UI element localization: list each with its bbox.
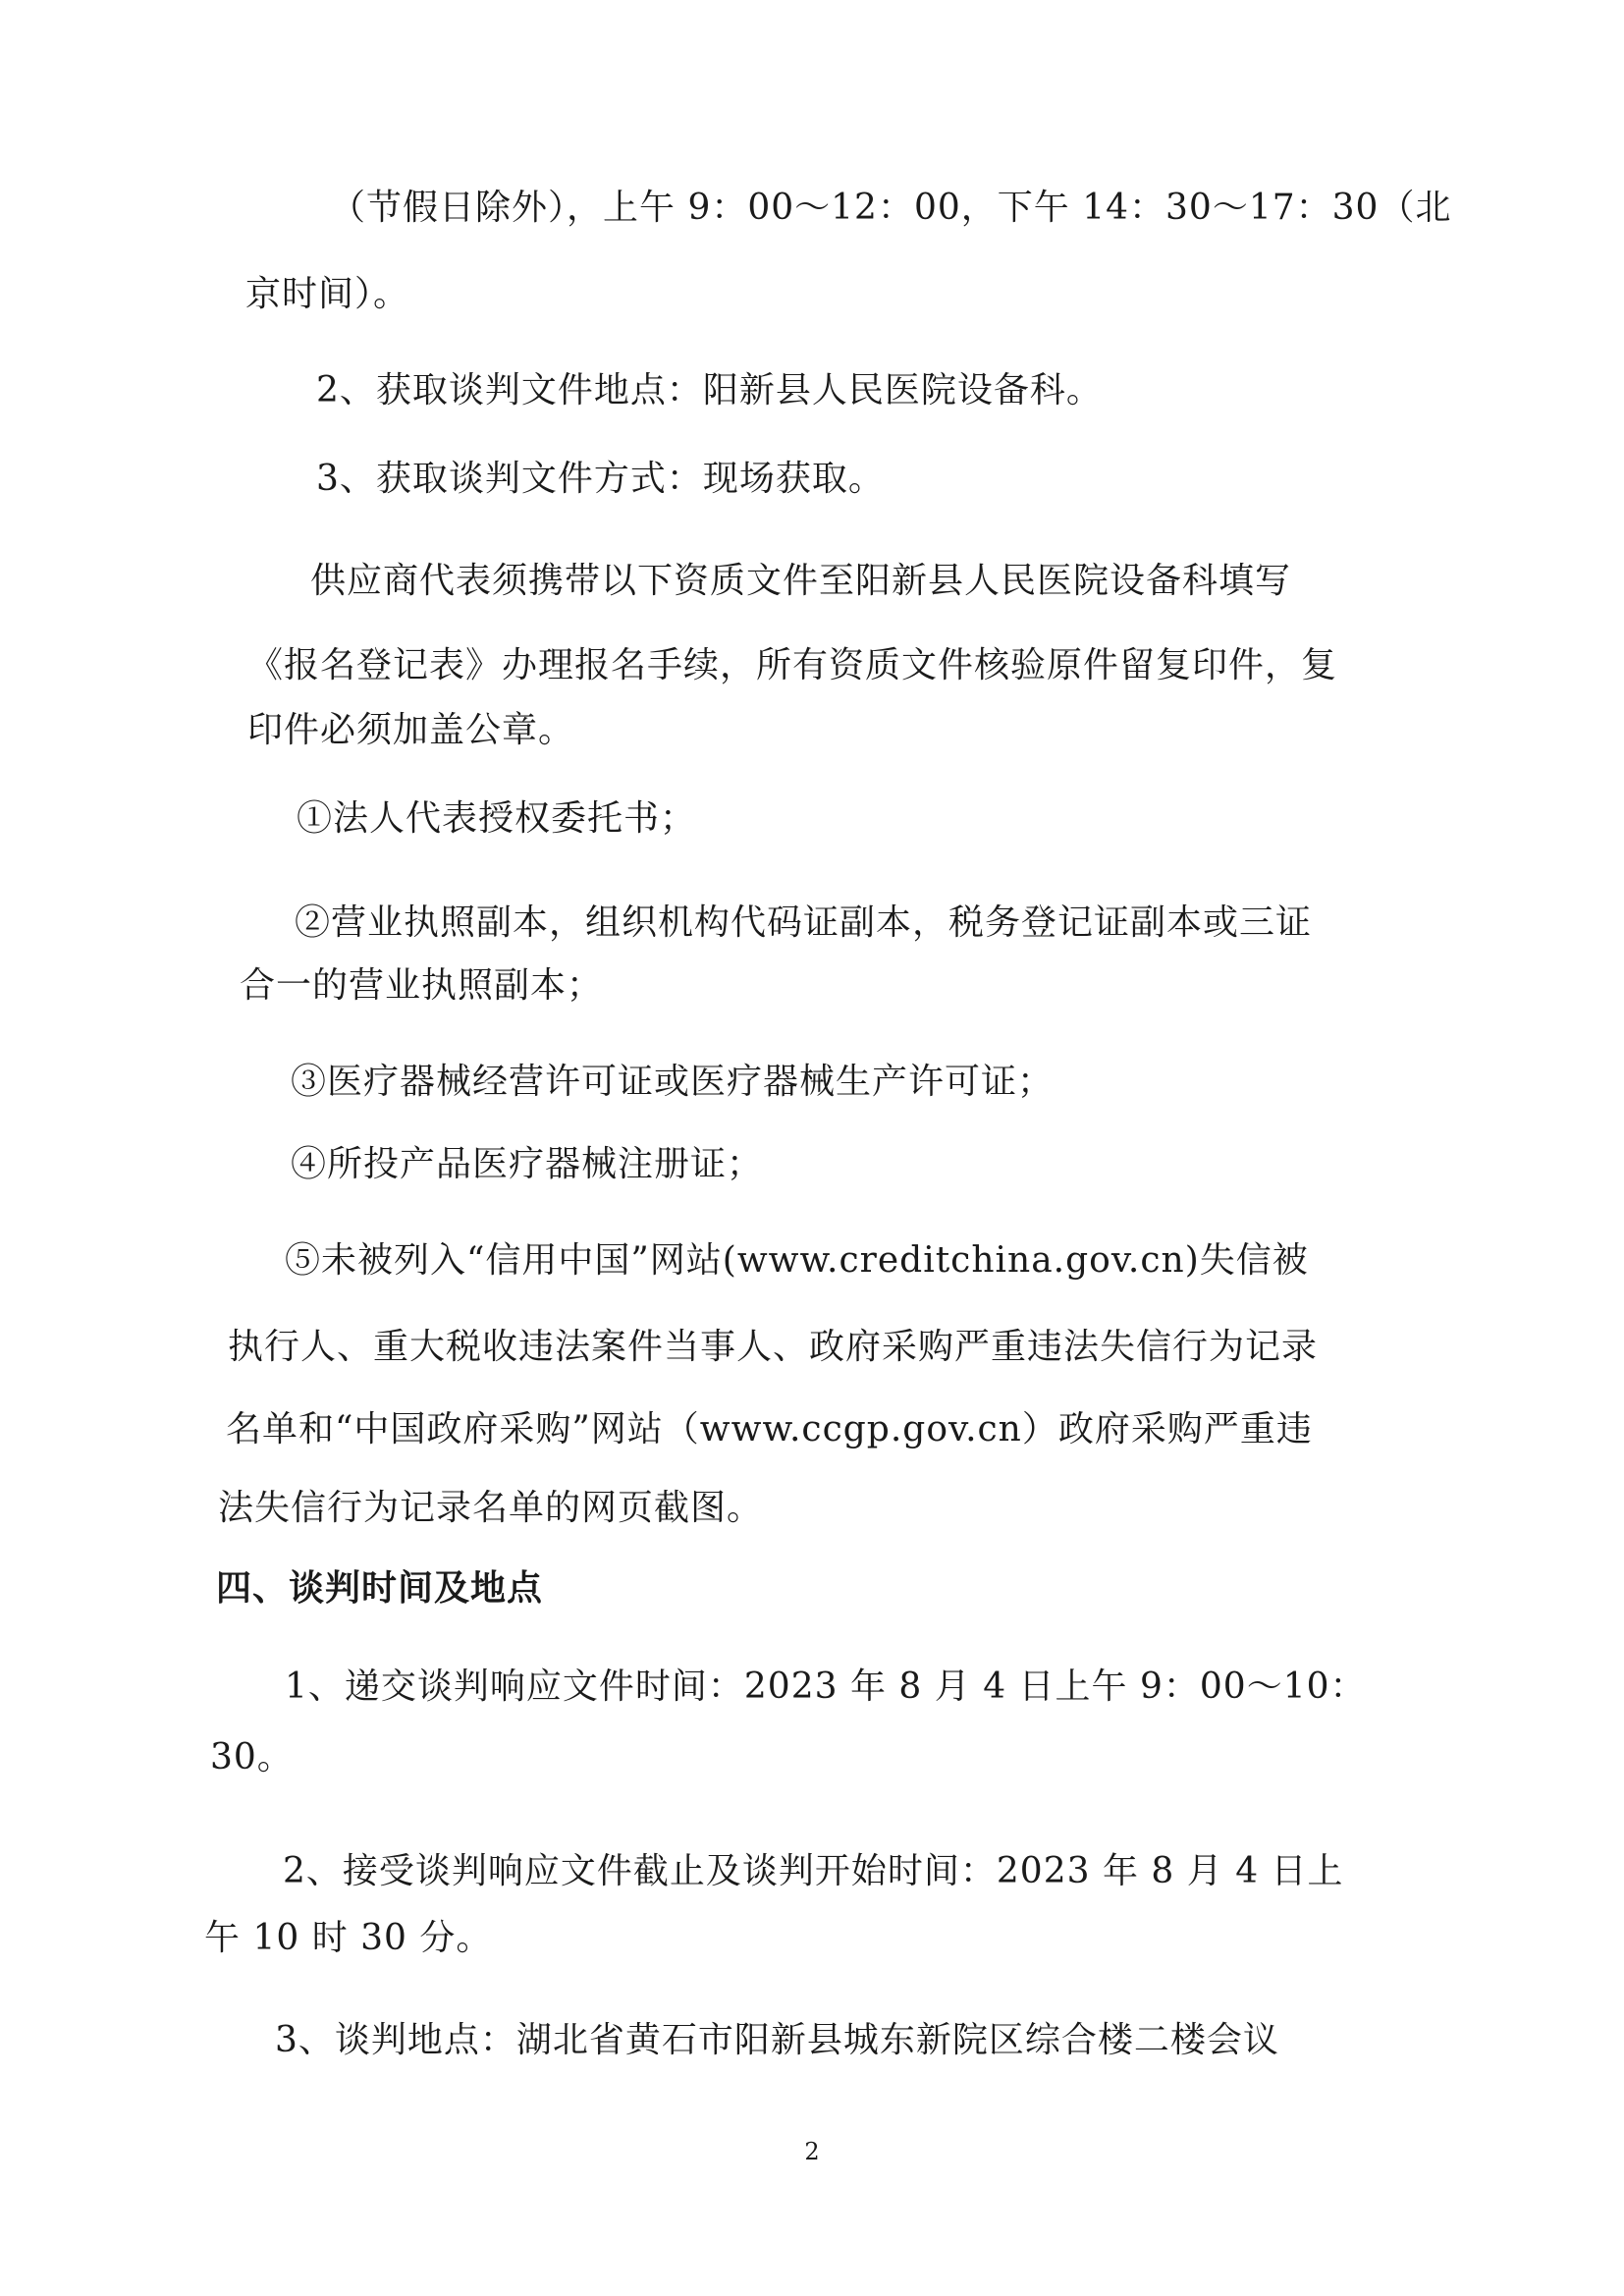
list-item: ⑤未被列入“信用中国”网站(www.creditchina.gov.cn)失信被 xyxy=(285,1240,1309,1281)
text-line: 印件必须加盖公章。 xyxy=(247,710,575,750)
page-number: 2 xyxy=(804,2138,820,2165)
text-line: 2、接受谈判响应文件截止及谈判开始时间：2023 年 8 月 4 日上 xyxy=(283,1851,1344,1891)
text-line: 名单和“中国政府采购”网站（www.ccgp.gov.cn）政府采购严重违 xyxy=(226,1409,1313,1449)
text-line: 3、获取谈判文件方式：现场获取。 xyxy=(316,459,885,499)
list-item: ④所投产品医疗器械注册证； xyxy=(291,1144,764,1184)
text-line: 供应商代表须携带以下资质文件至阳新县人民医院设备科填写 xyxy=(310,561,1292,601)
text-line: 合一的营业执照副本； xyxy=(240,965,604,1006)
text-line: 京时间）。 xyxy=(245,274,410,314)
text-line: 执行人、重大税收违法案件当事人、政府采购严重违法失信行为记录 xyxy=(228,1327,1319,1367)
text-line: 午 10 时 30 分。 xyxy=(204,1918,493,1958)
section-heading: 四、谈判时间及地点 xyxy=(216,1568,544,1609)
list-item: ③医疗器械经营许可证或医疗器械生产许可证； xyxy=(291,1062,1055,1102)
text-line: 2、获取谈判文件地点：阳新县人民医院设备科。 xyxy=(316,370,1103,410)
text-line: 1、递交谈判响应文件时间：2023 年 8 月 4 日上午 9：00～10： xyxy=(285,1667,1367,1707)
list-item: ①法人代表授权委托书； xyxy=(297,798,697,839)
text-line: （节假日除外），上午 9：00～12：00，下午 14：30～17：30（北 xyxy=(330,188,1452,228)
text-line: 法失信行为记录名单的网页截图。 xyxy=(218,1488,764,1528)
text-line: 30。 xyxy=(210,1737,294,1777)
text-line: 《报名登记表》办理报名手续，所有资质文件核验原件留复印件，复 xyxy=(247,645,1338,685)
text-line: 3、谈判地点：湖北省黄石市阳新县城东新院区综合楼二楼会议 xyxy=(275,2020,1279,2060)
list-item: ②营业执照副本，组织机构代码证副本，税务登记证副本或三证 xyxy=(295,902,1313,943)
